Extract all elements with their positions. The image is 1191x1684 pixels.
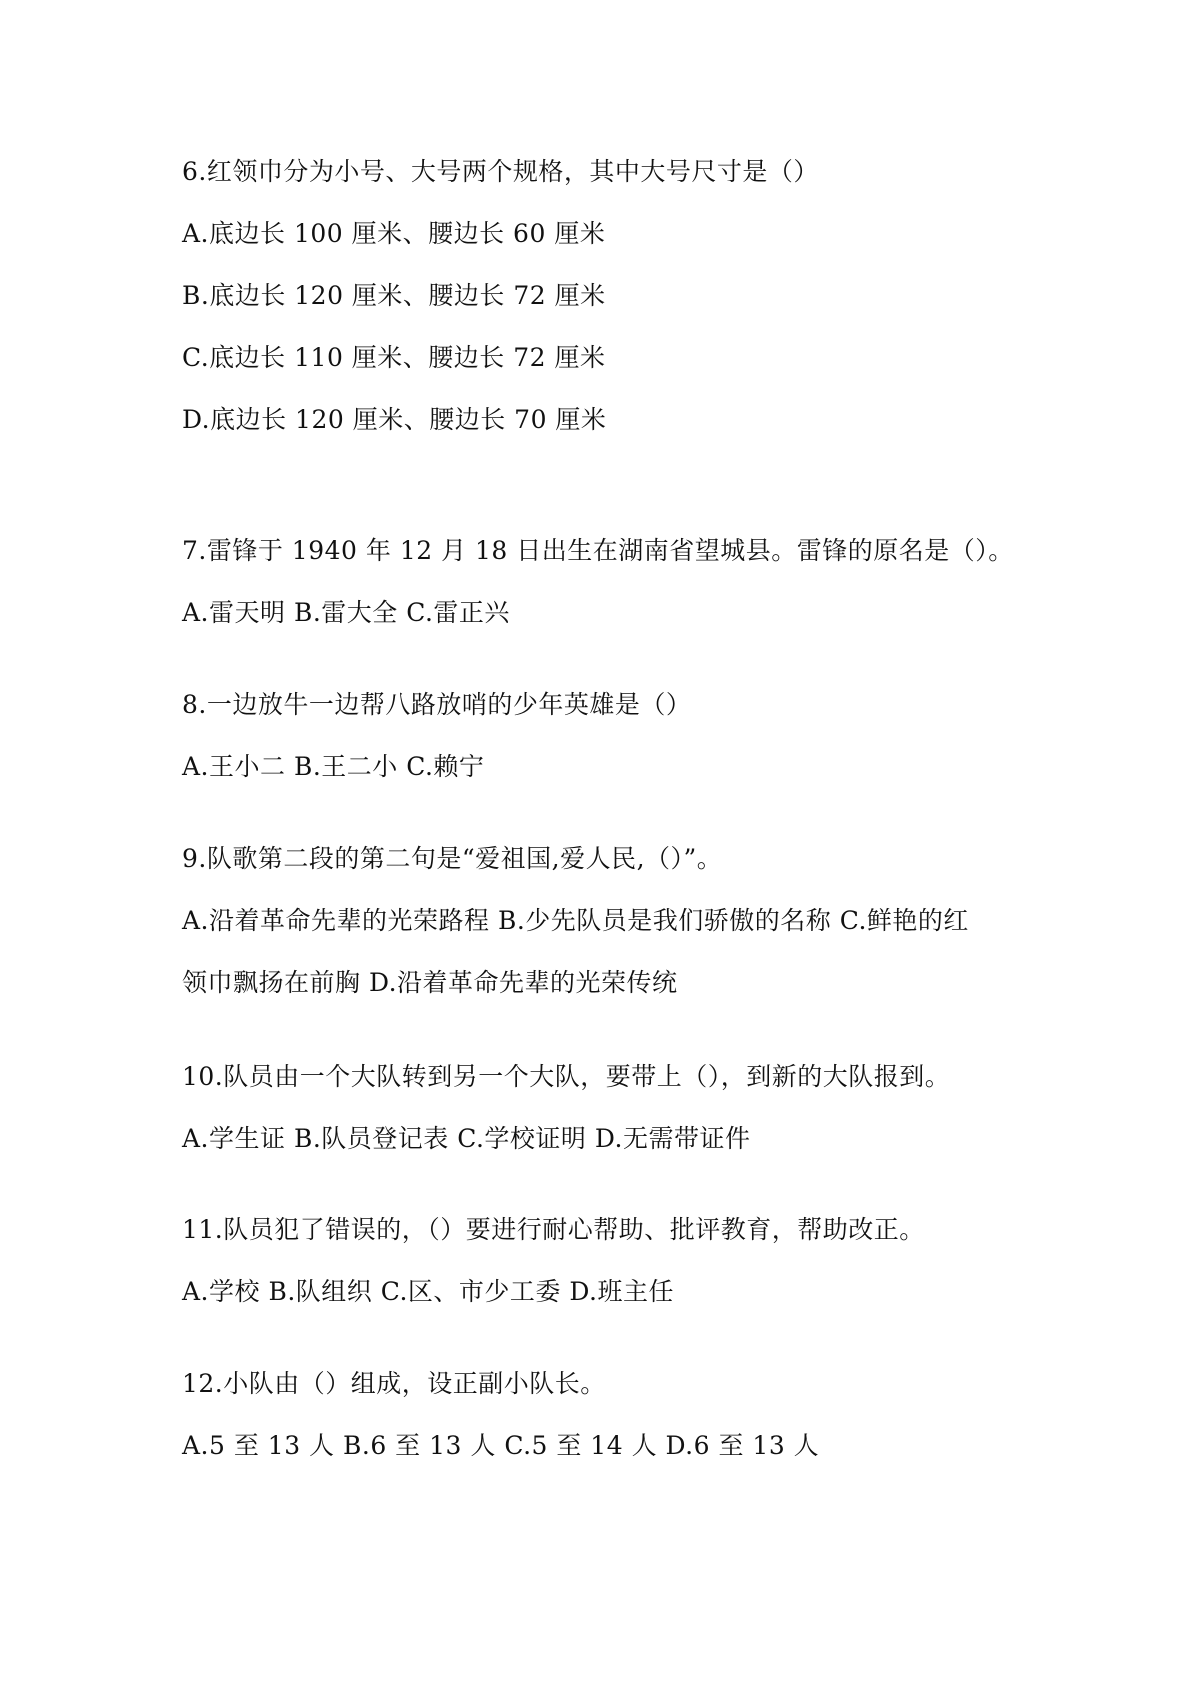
question-12-stem: 12.小队由（）组成，设正副小队长。 (182, 1369, 606, 1398)
question-8-stem: 8.一边放牛一边帮八路放哨的少年英雄是（） (182, 690, 692, 719)
question-11-stem: 11.队员犯了错误的，（）要进行耐心帮助、批评教育，帮助改正。 (182, 1215, 925, 1244)
question-10-options: A.学生证 B.队员登记表 C.学校证明 D.无需带证件 (182, 1124, 751, 1153)
question-6-option-b: B.底边长 120 厘米、腰边长 72 厘米 (182, 281, 606, 310)
question-6-stem: 6.红领巾分为小号、大号两个规格，其中大号尺寸是（） (182, 157, 819, 186)
question-7-stem: 7.雷锋于 1940 年 12 月 18 日出生在湖南省望城县。雷锋的原名是（）。 (182, 536, 1014, 565)
question-9-options-line-1: A.沿着革命先辈的光荣路程 B.少先队员是我们骄傲的名称 C.鲜艳的红 (182, 906, 969, 935)
question-6-option-c: C.底边长 110 厘米、腰边长 72 厘米 (182, 343, 606, 372)
question-9-stem: 9.队歌第二段的第二句是“爱祖国,爱人民,（）”。 (182, 844, 723, 873)
question-11-options: A.学校 B.队组织 C.区、市少工委 D.班主任 (182, 1277, 674, 1306)
question-6-option-a: A.底边长 100 厘米、腰边长 60 厘米 (182, 219, 606, 248)
question-8-options: A.王小二 B.王二小 C.赖宁 (182, 752, 485, 781)
question-9-options-line-2: 领巾飘扬在前胸 D.沿着革命先辈的光荣传统 (182, 968, 678, 997)
question-12-options: A.5 至 13 人 B.6 至 13 人 C.5 至 14 人 D.6 至 13 人 (182, 1431, 820, 1460)
question-10-stem: 10.队员由一个大队转到另一个大队，要带上（），到新的大队报到。 (182, 1062, 951, 1091)
question-6-option-d: D.底边长 120 厘米、腰边长 70 厘米 (182, 405, 607, 434)
question-7-options: A.雷天明 B.雷大全 C.雷正兴 (182, 598, 510, 627)
